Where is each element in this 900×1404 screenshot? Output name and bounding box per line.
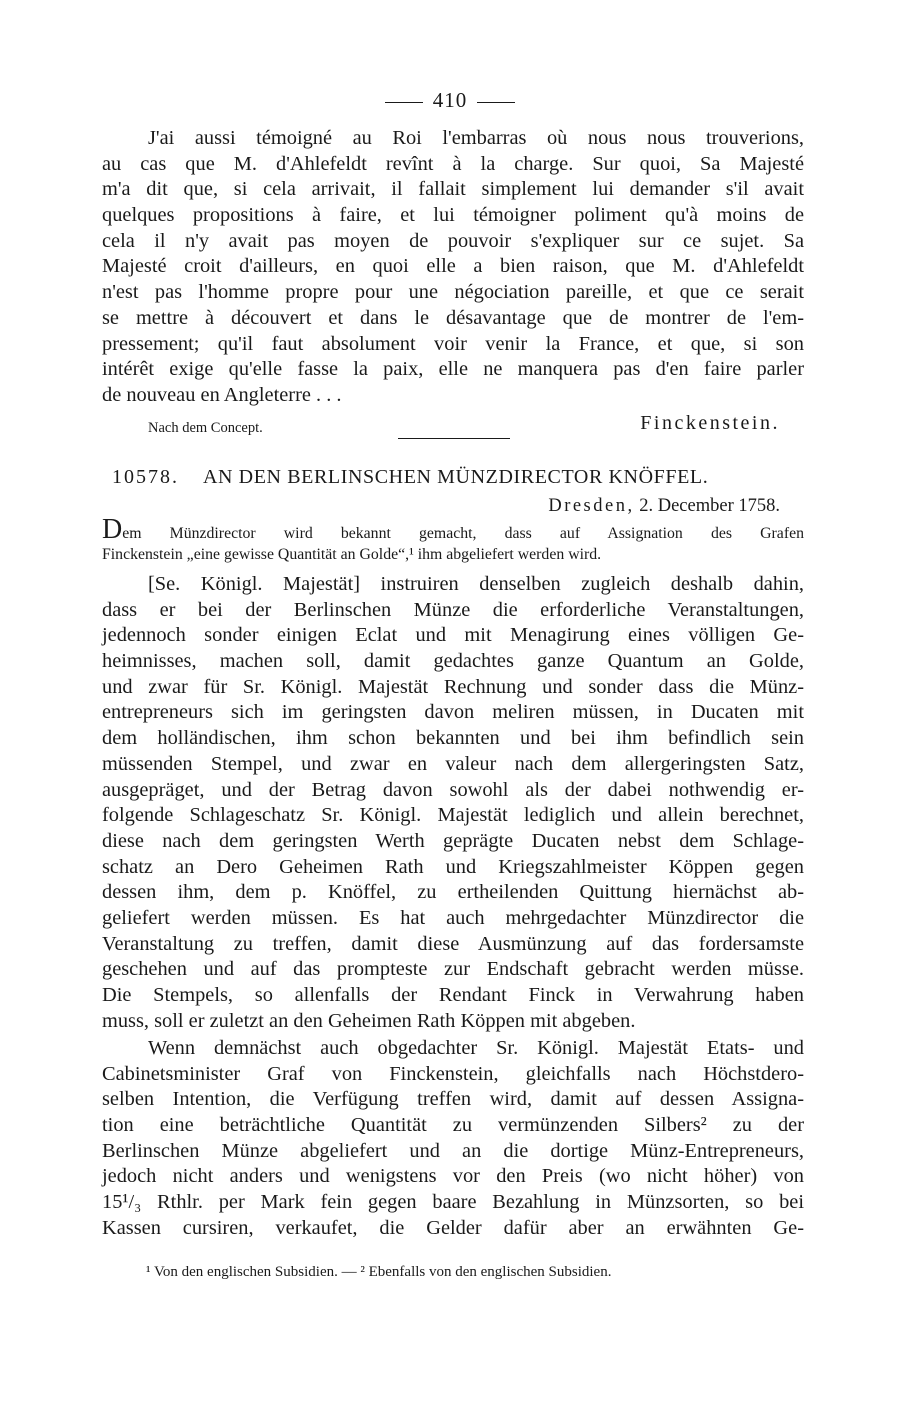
text-line: n'est pas l'homme propre pour une négociation pareille, et que ce serait xyxy=(102,281,804,304)
text-line: selben Intention, die Verfügung treffen wird, damit auf dessen Assigna- xyxy=(102,1088,804,1111)
summary-line xyxy=(102,514,804,545)
page-header xyxy=(0,88,900,113)
text-line: Berlinschen Münze abgeliefert und an die dortige Münz-Entrepreneurs, xyxy=(102,1139,804,1162)
document-heading xyxy=(112,466,802,489)
text-line: geschehen und auf das prompteste zur Endschaft gebracht werden müsse. xyxy=(102,958,804,981)
paragraph-2 xyxy=(102,1036,804,1242)
text-line: schatz an Dero Geheimen Rath und Kriegszahlmeister Köppen gegen xyxy=(102,855,804,878)
text-line: m'a dit que, si cela arrivait, il fallait simplement lui demander s'il avait xyxy=(102,178,804,201)
text-line: Veranstaltung zu treffen, damit diese Ausmünzung auf das fordersamste xyxy=(102,932,804,955)
summary-line-text: em Münzdirector wird bekannt gemacht, dass auf Assignation des Grafen xyxy=(122,525,804,542)
text-line: dessen ihm, dem p. Knöffel, zu ertheilenden Quittung hiernächst ab- xyxy=(102,881,804,904)
header-dash-left xyxy=(385,102,423,103)
text-line: Wenn demnächst auch obgedachter Sr. Königl. Majestät Etats- und xyxy=(148,1037,804,1059)
text-line: heimnisses, machen soll, damit gedachtes ganze Quantum an Golde, xyxy=(102,650,804,673)
text-line: müssenden Stempel, und zwar en valeur nach dem allergeringsten Satz, xyxy=(102,752,804,775)
text-line: se mettre à découvert et dans le désavantage que de montrer de l'em- xyxy=(102,306,804,329)
text-line: au cas que M. d'Ahlefeldt revînt à la charge. Sur quoi, Sa Majesté xyxy=(102,152,804,175)
footnotes: ¹ Von den englischen Subsidien. — ² Ebenfalls von den englischen Subsidien. xyxy=(146,1264,612,1280)
summary-initial: D xyxy=(102,514,123,545)
text-line: cela il n'y avait pas moyen de pouvoir s'expliquer sur ce sujet. Sa xyxy=(102,229,804,252)
text-line: [Se. Königl. Majestät] instruiren denselben zugleich deshalb dahin, xyxy=(148,573,804,595)
text-line: tion eine beträchtliche Quantität zu vermünzenden Silbers² zu der xyxy=(102,1114,804,1137)
source-note: Nach dem Concept. xyxy=(148,420,263,436)
document-title: AN DEN BERLINSCHEN MÜNZDIRECTOR KNÖFFEL. xyxy=(203,466,709,488)
letter-end-paragraph xyxy=(102,126,804,409)
page-number: 410 xyxy=(432,88,468,112)
text-line: Kassen cursiren, verkaufet, die Gelder dafür aber an erwähnten Ge- xyxy=(102,1216,804,1239)
signature: Finckenstein. xyxy=(640,412,780,434)
text-line: geliefert werden müssen. Es hat auch mehrgedachter Münzdirector die xyxy=(102,906,804,929)
date-place: Dresden, xyxy=(548,496,635,516)
text-line: ausgepräget, und der Betrag davon sowohl als der dabei nothwendig er- xyxy=(102,778,804,801)
text-line: Majesté croit d'ailleurs, en quoi elle a bien raison, que M. d'Ahlefeldt xyxy=(102,255,804,278)
section-divider xyxy=(398,438,510,439)
text-line: muss, soll er zuletzt an den Geheimen Rath Köppen mit abgeben. xyxy=(102,1009,636,1032)
text-line: Die Stempels, so allenfalls der Rendant Finck in Verwahrung haben xyxy=(102,984,804,1006)
date: 2. December 1758. xyxy=(639,496,780,516)
text-line: folgende Schlageschatz Sr. Königl. Majestät lediglich und allein berechnet, xyxy=(102,804,804,827)
summary-line: Finckenstein „eine gewisse Quantität an Golde“,¹ ihm abgeliefert werden wird. xyxy=(102,546,602,563)
text-line: entrepreneurs sich im geringsten davon meliren müssen, in Ducaten mit xyxy=(102,701,804,724)
text-line: jedoch nicht anders und wenigstens vor den Preis (wo nicht höher) von xyxy=(102,1165,804,1188)
signature-row xyxy=(148,412,788,438)
text-line: und zwar für Sr. Königl. Majestät Rechnung und sonder dass die Münz- xyxy=(102,675,804,698)
text-line: dem holländischen, ihm schon bekannten und bei ihm befindlich sein xyxy=(102,727,804,750)
text-line: Cabinetsminister Graf von Finckenstein, gleichfalls nach Höchstdero- xyxy=(102,1062,804,1085)
text-line: 15¹/₃ Rthlr. per Mark fein gegen baare Bezahlung in Münzsorten, so bei xyxy=(102,1191,804,1214)
dateline xyxy=(548,496,780,517)
paragraph-1 xyxy=(102,572,804,1034)
text-line: diese nach dem geringsten Werth geprägte Ducaten nebst dem Schlage- xyxy=(102,829,804,852)
text-line: J'ai aussi témoigné au Roi l'embarras où nous nous trouverions, xyxy=(148,127,804,149)
header-dash-right xyxy=(477,102,515,103)
text-line: de nouveau en Angleterre . . . xyxy=(102,383,342,406)
text-line: intérêt exige qu'elle fasse la paix, elle ne manquera pas d'en faire parler xyxy=(102,358,804,381)
summary xyxy=(102,514,804,566)
text-line: jedennoch sonder einigen Eclat und mit Menagirung eines völligen Ge- xyxy=(102,624,804,647)
document-number: 10578. xyxy=(112,466,179,488)
text-line: dass er bei der Berlinschen Münze die erforderliche Veranstaltungen, xyxy=(102,598,804,621)
text-line: pressement; qu'il faut absolument voir venir la France, et que, si son xyxy=(102,332,804,355)
text-line: quelques propositions à faire, et lui témoigner poliment qu'à moins de xyxy=(102,204,804,227)
